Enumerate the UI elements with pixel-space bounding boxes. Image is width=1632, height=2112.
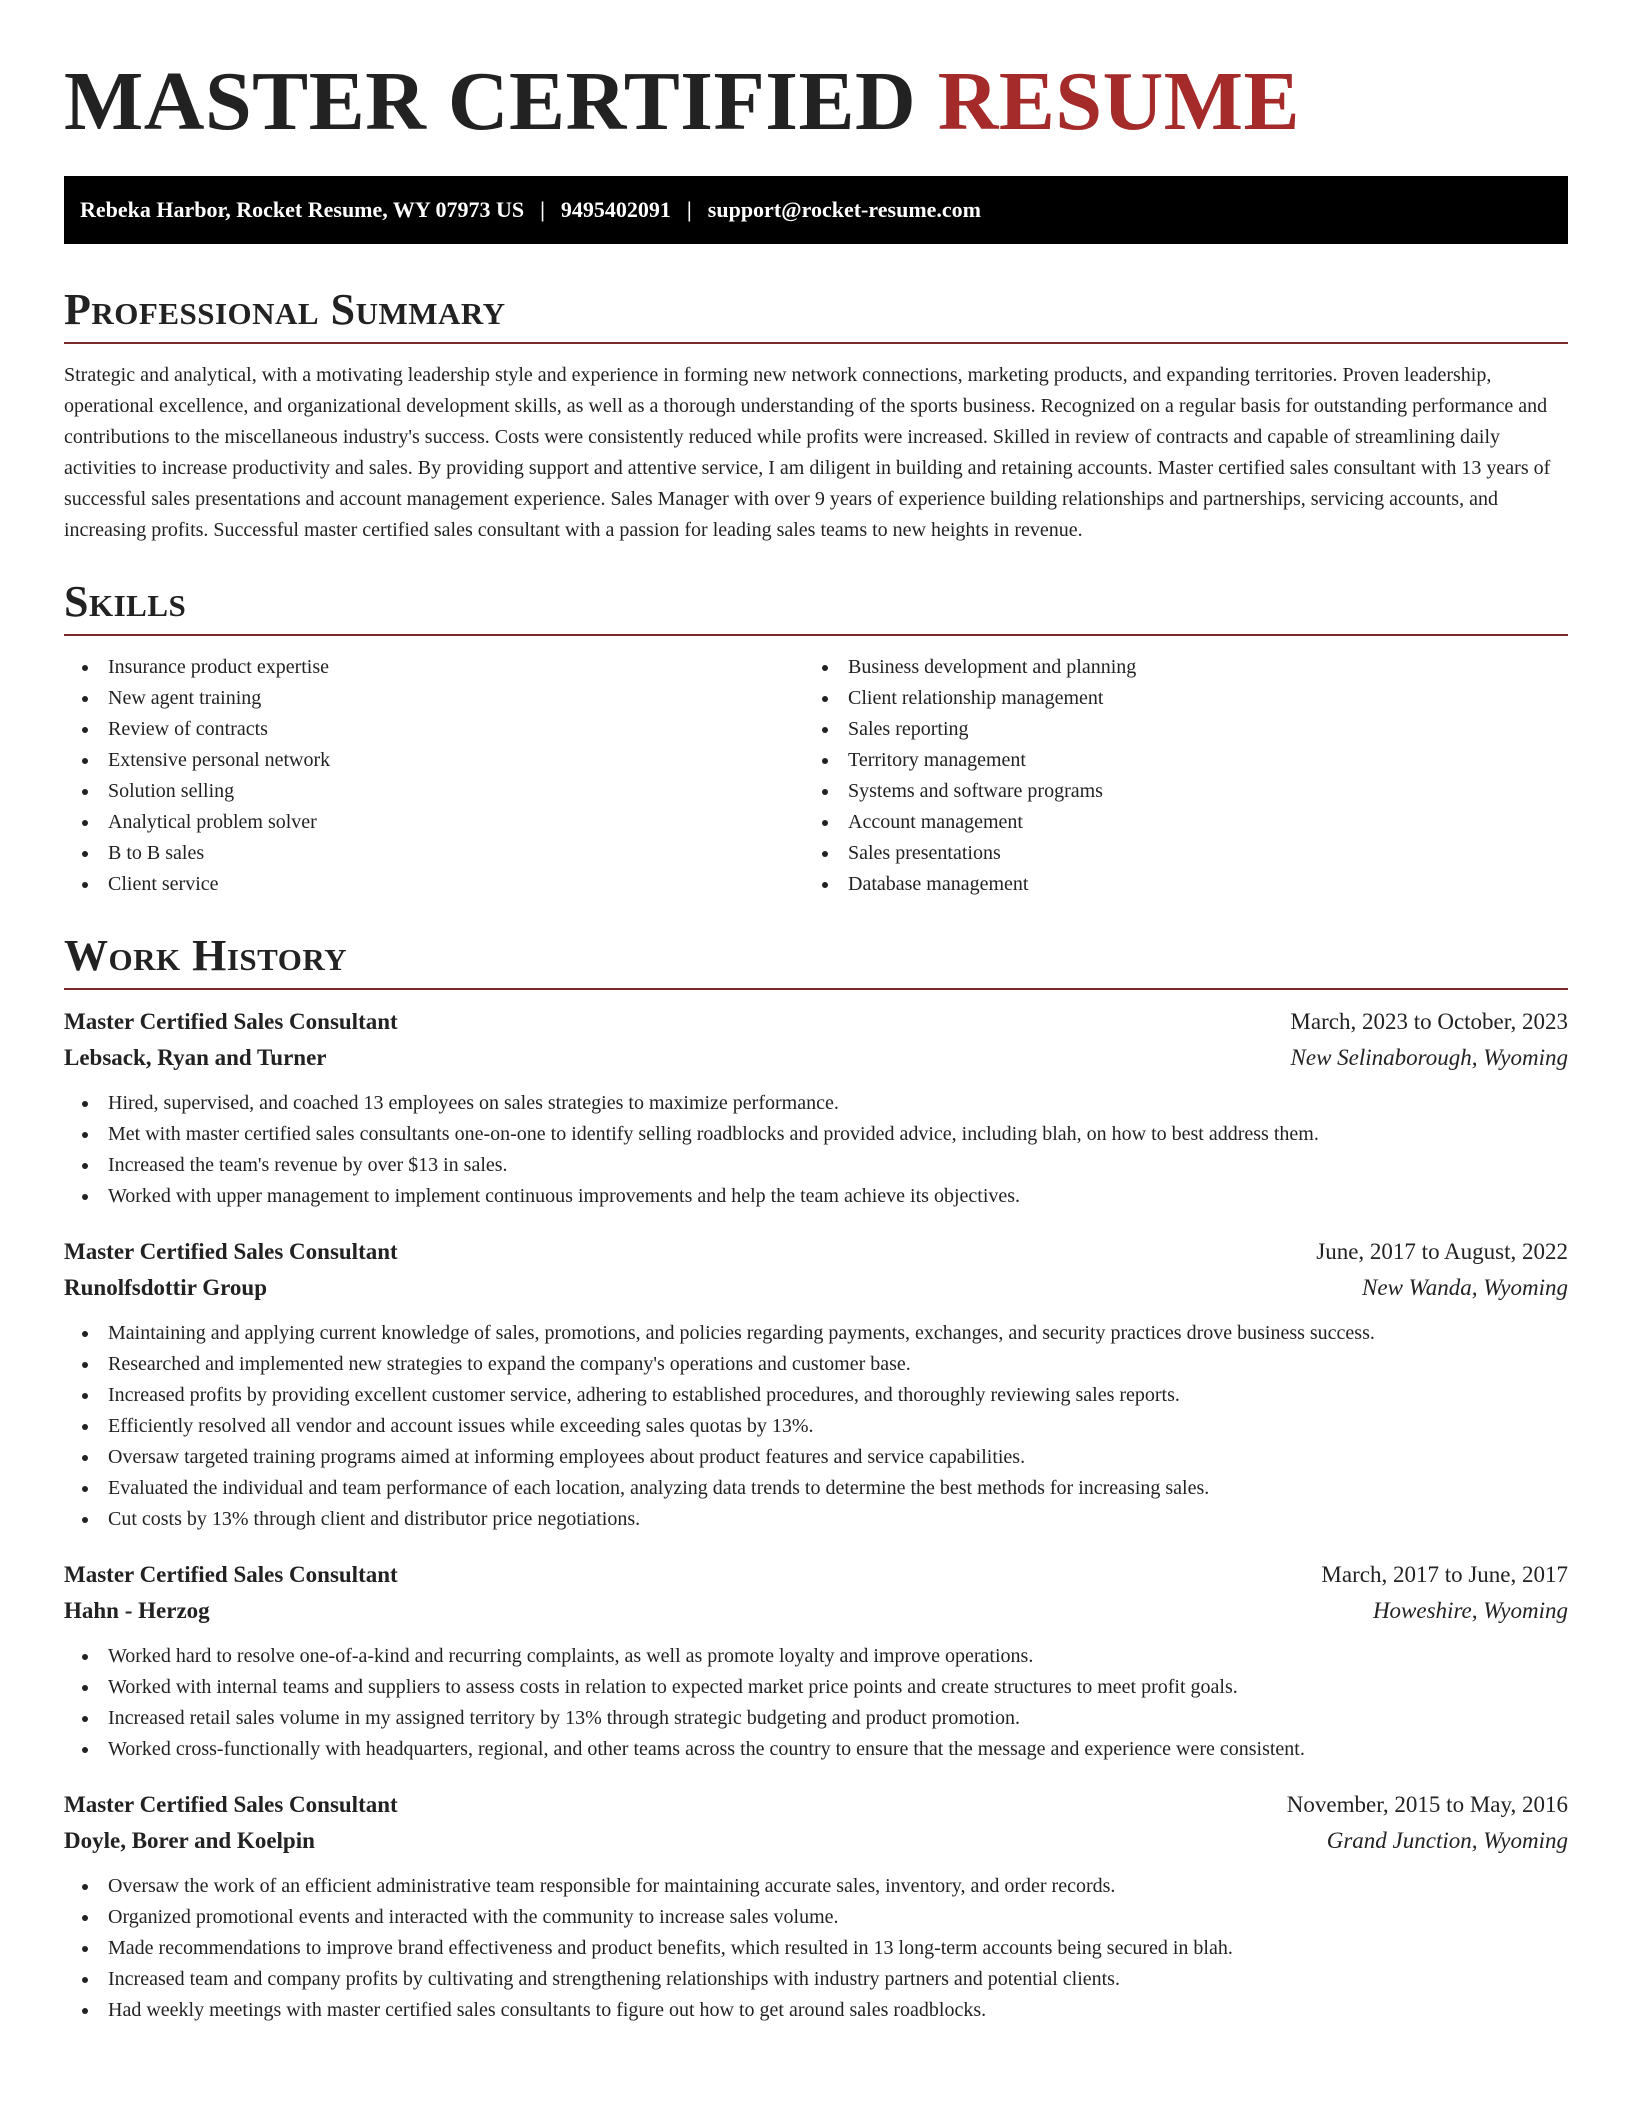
job-bullet: Oversaw targeted training programs aimed at informing employees about product features and service capabilities. xyxy=(64,1442,1568,1473)
job-bullet: Met with master certified sales consultants one-on-one to identify selling roadblocks and provided advice, including blah, on how to best address them. xyxy=(64,1119,1568,1150)
job-bullet: Had weekly meetings with master certified sales consultants to figure out how to get around sales roadblocks. xyxy=(64,1995,1568,2026)
job-bullet: Efficiently resolved all vendor and account issues while exceeding sales quotas by 13%. xyxy=(64,1411,1568,1442)
skill-item: New agent training xyxy=(64,683,804,714)
skill-item: Database management xyxy=(804,869,1544,900)
summary-text: Strategic and analytical, with a motivating leadership style and experience in forming new network connections, marketing products, and expanding territories. Proven leadership, operational excellence, and organizational development skills, as well as a thorough understanding of the sports business. Recognized on a regular basis for outstanding performance and contributions to the miscellaneous industry's success. Costs were consistently reduced while profits were increased. Skilled in review of contracts and capable of streamlining daily activities to increase productivity and sales. By providing support and attentive service, I am diligent in building and retaining accounts. Master certified sales consultant with 13 years of successful sales presentations and account management experience. Sales Manager with over 9 years of experience building relationships and partnerships, servicing accounts, and increasing profits. Successful master certified sales consultant with a passion for leading sales teams to new heights in revenue. xyxy=(64,364,1551,541)
job-title: Master Certified Sales Consultant xyxy=(64,1562,398,1587)
job-bullet: Increased retail sales volume in my assigned territory by 13% through strategic budgeting and product promotion. xyxy=(64,1703,1568,1734)
job-title: Master Certified Sales Consultant xyxy=(64,1009,398,1034)
skill-item: Business development and planning xyxy=(804,652,1544,683)
contact-separator: | xyxy=(540,197,545,222)
job-company: Doyle, Borer and Koelpin xyxy=(64,1828,315,1853)
job-company: Hahn - Herzog xyxy=(64,1598,210,1623)
job-bullet: Researched and implemented new strategies to expand the company's operations and customer base. xyxy=(64,1349,1568,1380)
job-entry xyxy=(64,1557,1568,1765)
job-bullet: Worked cross-functionally with headquarters, regional, and other teams across the country to ensure that the message and experience were consistent. xyxy=(64,1734,1568,1765)
work-history-heading: Work History xyxy=(64,931,348,980)
job-bullet: Oversaw the work of an efficient administrative team responsible for maintaining accurate sales, inventory, and order records. xyxy=(64,1871,1568,1902)
skill-item: Client service xyxy=(64,869,804,900)
resume-page xyxy=(64,0,1568,2026)
job-location: Grand Junction, Wyoming xyxy=(1326,1828,1568,1853)
skill-item: Client relationship management xyxy=(804,683,1544,714)
section-divider xyxy=(64,342,1568,344)
job-bullet: Worked hard to resolve one-of-a-kind and recurring complaints, as well as promote loyalty and improve operations. xyxy=(64,1641,1568,1672)
skills-heading: Skills xyxy=(64,577,187,626)
job-bullet: Increased team and company profits by cultivating and strengthening relationships with industry partners and potential clients. xyxy=(64,1964,1568,1995)
skill-item: Extensive personal network xyxy=(64,745,804,776)
job-bullet: Cut costs by 13% through client and distributor price negotiations. xyxy=(64,1504,1568,1535)
job-bullet: Organized promotional events and interacted with the community to increase sales volume. xyxy=(64,1902,1568,1933)
job-header-row xyxy=(64,1557,1568,1593)
job-bullet: Hired, supervised, and coached 13 employees on sales strategies to maximize performance. xyxy=(64,1088,1568,1119)
job-bullet: Maintaining and applying current knowledge of sales, promotions, and policies regarding payments, exchanges, and security practices drove business success. xyxy=(64,1318,1568,1349)
job-title: Master Certified Sales Consultant xyxy=(64,1792,398,1817)
job-location: New Selinaborough, Wyoming xyxy=(1290,1045,1568,1070)
section-divider xyxy=(64,634,1568,636)
job-dates: June, 2017 to August, 2022 xyxy=(1316,1239,1568,1264)
skill-item: Solution selling xyxy=(64,776,804,807)
job-company-row xyxy=(64,1823,1568,1859)
job-header-row xyxy=(64,1787,1568,1823)
job-bullet: Worked with upper management to implement continuous improvements and help the team achieve its objectives. xyxy=(64,1181,1568,1212)
skill-item: Territory management xyxy=(804,745,1544,776)
contact-email: support@rocket-resume.com xyxy=(707,197,981,222)
skills-list-left xyxy=(64,652,804,900)
job-bullets xyxy=(64,1871,1568,2026)
job-location: Howeshire, Wyoming xyxy=(1372,1598,1568,1623)
job-bullets xyxy=(64,1318,1568,1535)
job-entry xyxy=(64,1234,1568,1535)
skill-item: Account management xyxy=(804,807,1544,838)
title-main: MASTER CERTIFIED xyxy=(64,55,917,148)
skills-columns xyxy=(64,652,1568,900)
contact-separator: | xyxy=(686,197,692,222)
skill-item: Systems and software programs xyxy=(804,776,1544,807)
job-company: Runolfsdottir Group xyxy=(64,1275,268,1300)
skill-item: Insurance product expertise xyxy=(64,652,804,683)
summary-section xyxy=(64,282,1568,546)
job-entry xyxy=(64,1004,1568,1212)
title-accent: RESUME xyxy=(937,55,1301,148)
job-bullet: Made recommendations to improve brand effectiveness and product benefits, which resulted in 13 long-term accounts being secured in blah. xyxy=(64,1933,1568,1964)
job-company: Lebsack, Ryan and Turner xyxy=(64,1045,327,1070)
job-dates: March, 2017 to June, 2017 xyxy=(1321,1562,1568,1587)
skill-item: Sales reporting xyxy=(804,714,1544,745)
job-list xyxy=(64,1004,1568,2026)
job-dates: March, 2023 to October, 2023 xyxy=(1290,1009,1568,1034)
job-entry xyxy=(64,1787,1568,2026)
job-bullets xyxy=(64,1641,1568,1765)
job-company-row xyxy=(64,1593,1568,1629)
job-header-row xyxy=(64,1234,1568,1270)
job-title: Master Certified Sales Consultant xyxy=(64,1239,398,1264)
skill-item: Analytical problem solver xyxy=(64,807,804,838)
job-header-row xyxy=(64,1004,1568,1040)
skill-item: Sales presentations xyxy=(804,838,1544,869)
job-bullet: Increased the team's revenue by over $13 in sales. xyxy=(64,1150,1568,1181)
job-bullet: Worked with internal teams and suppliers to assess costs in relation to expected market price points and create structures to meet profit goals. xyxy=(64,1672,1568,1703)
skill-item: B to B sales xyxy=(64,838,804,869)
job-bullets xyxy=(64,1088,1568,1212)
contact-bar xyxy=(64,176,1568,244)
skills-section xyxy=(64,574,1568,900)
skill-item: Review of contracts xyxy=(64,714,804,745)
job-location: New Wanda, Wyoming xyxy=(1362,1275,1568,1300)
job-dates: November, 2015 to May, 2016 xyxy=(1286,1792,1568,1817)
section-divider xyxy=(64,988,1568,990)
job-company-row xyxy=(64,1270,1568,1306)
contact-address: Rebeka Harbor, Rocket Resume, WY 07973 US xyxy=(80,197,525,222)
contact-phone: 9495402091 xyxy=(560,197,671,222)
resume-title xyxy=(64,0,1568,152)
job-company-row xyxy=(64,1040,1568,1076)
work-history-section xyxy=(64,928,1568,2026)
job-bullet: Increased profits by providing excellent customer service, adhering to established procedures, and thoroughly reviewing sales reports. xyxy=(64,1380,1568,1411)
skills-list-right xyxy=(804,652,1544,900)
summary-heading: Professional Summary xyxy=(64,285,506,334)
job-bullet: Evaluated the individual and team performance of each location, analyzing data trends to determine the best methods for increasing sales. xyxy=(64,1473,1568,1504)
